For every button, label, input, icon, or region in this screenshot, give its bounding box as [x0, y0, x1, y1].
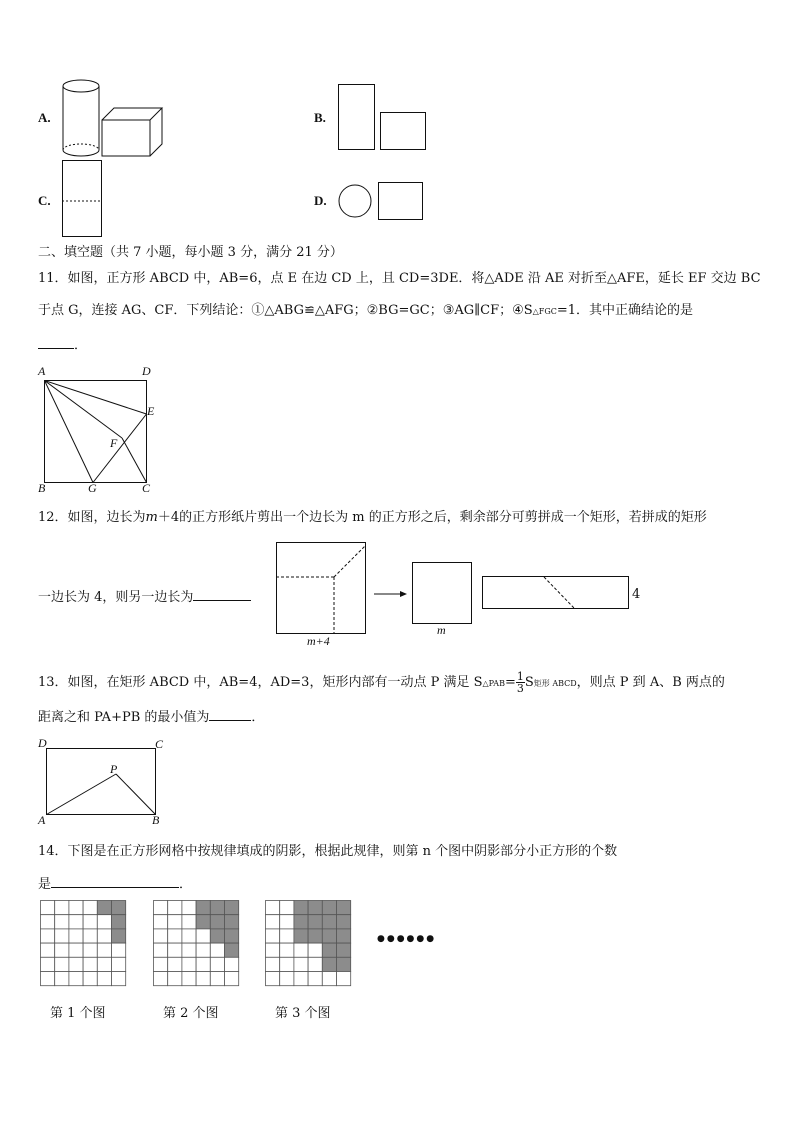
- grid-cell: [266, 972, 280, 986]
- q12-line1: [38, 510, 707, 526]
- q13-line2-text: 距离之和 PA+PB 的最小值为: [38, 710, 210, 725]
- q13-answer-blank[interactable]: [209, 708, 251, 721]
- q11-line2-text: 于点 G，连接 AG、CF．下列结论：①△ABG≌△AFG；②BG=GC；③AG∥CF；④S: [38, 303, 533, 318]
- q14-grid-3: [265, 900, 353, 988]
- grid-cell: [154, 943, 168, 957]
- grid-cell: [69, 957, 83, 971]
- grid-cell: [280, 915, 294, 929]
- grid-cell: [97, 915, 111, 929]
- q13-label-a: A: [38, 813, 46, 827]
- q12-answer-blank[interactable]: [193, 588, 251, 601]
- grid-cell: [294, 943, 308, 957]
- q12-line1-c: 的正方形纸片剪出一个边长为 m 的正方形之后，剩余部分可剪拼成一个矩形，若拼成的矩形: [179, 510, 707, 525]
- grid-cell: [55, 972, 69, 986]
- grid-cell: [294, 972, 308, 986]
- option-d-label[interactable]: D.: [314, 193, 327, 208]
- q12-figure: [276, 542, 646, 638]
- shaded-cell: [337, 957, 351, 971]
- grid-cell: [196, 943, 210, 957]
- grid-cell: [196, 929, 210, 943]
- grid-cell: [69, 943, 83, 957]
- shaded-cell: [308, 915, 322, 929]
- grid-cell: [266, 929, 280, 943]
- grid-cell: [55, 957, 69, 971]
- q11-figure: [36, 362, 166, 498]
- q14-line2-end: ．: [179, 877, 193, 892]
- q14-ellipsis-dots: ●●●●●●: [377, 934, 437, 944]
- grid-cell: [41, 972, 55, 986]
- grid-cell: [280, 972, 294, 986]
- grid-cell: [280, 901, 294, 915]
- grid-cell: [83, 943, 97, 957]
- grid-cell: [154, 915, 168, 929]
- q12-line2: [38, 588, 251, 606]
- grid-cell: [308, 972, 322, 986]
- q13-sub2: 矩形 ABCD: [533, 679, 577, 688]
- shaded-cell: [112, 901, 126, 915]
- shaded-cell: [112, 929, 126, 943]
- grid-cell: [83, 901, 97, 915]
- grid-cell: [97, 943, 111, 957]
- grid-cell: [266, 915, 280, 929]
- grid-cell: [154, 972, 168, 986]
- grid-cell: [196, 972, 210, 986]
- q14-grid-2: [153, 900, 241, 988]
- grid-cell: [210, 957, 224, 971]
- q11-label-f: F: [110, 436, 118, 450]
- grid-cell: [41, 929, 55, 943]
- grid-cell: [69, 972, 83, 986]
- shaded-cell: [225, 929, 239, 943]
- grid-cell: [69, 901, 83, 915]
- q12-line1-a: 12．如图，边长为: [38, 510, 146, 525]
- q13-s2: S: [524, 675, 534, 690]
- grid-cell: [83, 929, 97, 943]
- grid-cell: [69, 929, 83, 943]
- q11-label-d: D: [142, 364, 151, 378]
- shaded-cell: [294, 929, 308, 943]
- option-b-label[interactable]: B.: [314, 110, 326, 125]
- grid-cell: [154, 901, 168, 915]
- grid-cell: [182, 929, 196, 943]
- shaded-cell: [294, 901, 308, 915]
- grid-cell: [182, 943, 196, 957]
- q14-caption-1: 第 1 个图: [50, 1006, 106, 1021]
- grid-cell: [168, 915, 182, 929]
- grid-cell: [97, 929, 111, 943]
- grid-cell: [337, 972, 351, 986]
- grid-cell: [55, 943, 69, 957]
- q13-line1: [38, 671, 725, 695]
- shaded-cell: [210, 929, 224, 943]
- q13-line2: [38, 708, 264, 726]
- grid-cell: [182, 901, 196, 915]
- shaded-cell: [97, 901, 111, 915]
- q12-label-small: m: [437, 623, 446, 637]
- shaded-cell: [210, 901, 224, 915]
- q13-label-b: B: [152, 813, 160, 827]
- grid-cell: [266, 943, 280, 957]
- grid-cell: [55, 915, 69, 929]
- shaded-cell: [337, 901, 351, 915]
- grid-cell: [294, 957, 308, 971]
- grid-cell: [266, 901, 280, 915]
- q12-label-big: m+4: [307, 634, 330, 648]
- q14-line2: [38, 875, 192, 893]
- grid-cell: [112, 957, 126, 971]
- shaded-cell: [225, 943, 239, 957]
- q11-answer-blank[interactable]: [38, 336, 74, 349]
- shaded-cell: [210, 915, 224, 929]
- q11-line2-end: =1．其中正确结论的是: [556, 303, 694, 318]
- grid-cell: [308, 957, 322, 971]
- section-heading: 二、填空题（共 7 小题，每小题 3 分，满分 21 分）: [38, 245, 343, 260]
- grid-cell: [182, 957, 196, 971]
- q11-label-a: A: [38, 364, 46, 378]
- q11-label-e: E: [147, 404, 155, 418]
- q12-line1-m: m: [145, 510, 158, 525]
- grid-cell: [97, 972, 111, 986]
- grid-cell: [97, 957, 111, 971]
- shaded-cell: [196, 901, 210, 915]
- option-a-figure: [60, 76, 165, 160]
- q11-line3: [38, 336, 87, 354]
- option-c-label[interactable]: C.: [38, 193, 51, 208]
- grid-cell: [196, 957, 210, 971]
- q11-label-g: G: [88, 481, 97, 495]
- shaded-cell: [112, 915, 126, 929]
- grid-cell: [280, 943, 294, 957]
- grid-cell: [322, 972, 336, 986]
- shaded-cell: [337, 929, 351, 943]
- q13-frac-num: 1: [516, 670, 524, 683]
- shaded-cell: [225, 915, 239, 929]
- q13-frac-den: 3: [516, 682, 524, 695]
- shaded-cell: [322, 901, 336, 915]
- option-c-figure: [62, 160, 104, 238]
- q12-line2-text: 一边长为 4，则另一边长为: [38, 590, 194, 605]
- shaded-cell: [322, 943, 336, 957]
- grid-cell: [154, 957, 168, 971]
- grid-cell: [83, 972, 97, 986]
- q13-line1-a: 13．如图，在矩形 ABCD 中，AB=4，AD=3，矩形内部有一动点 P 满足 S: [38, 675, 483, 690]
- q13-line1-b: ，则点 P 到 A、B 两点的: [576, 675, 725, 690]
- shaded-cell: [337, 943, 351, 957]
- grid-cell: [210, 943, 224, 957]
- q14-line2-text: 是: [38, 877, 52, 892]
- grid-cell: [182, 972, 196, 986]
- q11-line2: [38, 303, 693, 320]
- q14-caption-2: 第 2 个图: [163, 1006, 219, 1021]
- q11-label-c: C: [142, 481, 151, 495]
- grid-cell: [41, 943, 55, 957]
- shaded-cell: [322, 929, 336, 943]
- shaded-cell: [337, 915, 351, 929]
- q11-sub: △FGC: [532, 307, 557, 316]
- option-b-figure: [338, 84, 428, 154]
- grid-cell: [182, 915, 196, 929]
- q12-line1-b: ＋4: [157, 510, 180, 525]
- grid-cell: [83, 915, 97, 929]
- grid-cell: [168, 901, 182, 915]
- grid-cell: [112, 943, 126, 957]
- shaded-cell: [196, 915, 210, 929]
- q13-label-c: C: [155, 737, 164, 751]
- grid-cell: [266, 957, 280, 971]
- q13-label-d: D: [38, 736, 47, 750]
- q13-line2-end: ．: [251, 710, 265, 725]
- option-d-figure: [338, 180, 428, 222]
- q12-label-four: 4: [632, 587, 641, 602]
- grid-cell: [225, 972, 239, 986]
- grid-cell: [112, 972, 126, 986]
- q13-sub1: △PAB: [482, 679, 505, 688]
- grid-cell: [168, 929, 182, 943]
- q13-figure: [42, 746, 162, 820]
- grid-cell: [308, 943, 322, 957]
- grid-cell: [154, 929, 168, 943]
- grid-cell: [41, 915, 55, 929]
- q13-eq: =: [504, 675, 516, 690]
- option-a-label[interactable]: A.: [38, 110, 51, 125]
- shaded-cell: [225, 901, 239, 915]
- grid-cell: [168, 943, 182, 957]
- shaded-cell: [308, 901, 322, 915]
- q14-answer-blank[interactable]: [51, 875, 179, 888]
- grid-cell: [210, 972, 224, 986]
- q14-caption-3: 第 3 个图: [275, 1006, 331, 1021]
- shaded-cell: [294, 915, 308, 929]
- q11-line3-end: ．: [74, 338, 88, 353]
- grid-cell: [168, 957, 182, 971]
- shaded-cell: [322, 915, 336, 929]
- q13-fraction: [516, 671, 525, 694]
- q13-label-p: P: [110, 762, 118, 776]
- grid-cell: [41, 957, 55, 971]
- grid-cell: [168, 972, 182, 986]
- q14-line1: 14．下图是在正方形网格中按规律填成的阴影，根据此规律，则第 n 个图中阴影部分小正方形的个数: [38, 844, 618, 859]
- shaded-cell: [322, 957, 336, 971]
- grid-cell: [55, 901, 69, 915]
- q11-line1: 11．如图，正方形 ABCD 中，AB=6，点 E 在边 CD 上，且 CD=3DE．将△ADE 沿 AE 对折至△AFE，延长 EF 交边 BC: [38, 271, 761, 286]
- grid-cell: [55, 929, 69, 943]
- grid-cell: [280, 929, 294, 943]
- shaded-cell: [308, 929, 322, 943]
- grid-cell: [69, 915, 83, 929]
- grid-cell: [83, 957, 97, 971]
- grid-cell: [225, 957, 239, 971]
- grid-cell: [41, 901, 55, 915]
- q11-label-b: B: [38, 481, 46, 495]
- q14-grid-1: [40, 900, 128, 988]
- grid-cell: [280, 957, 294, 971]
